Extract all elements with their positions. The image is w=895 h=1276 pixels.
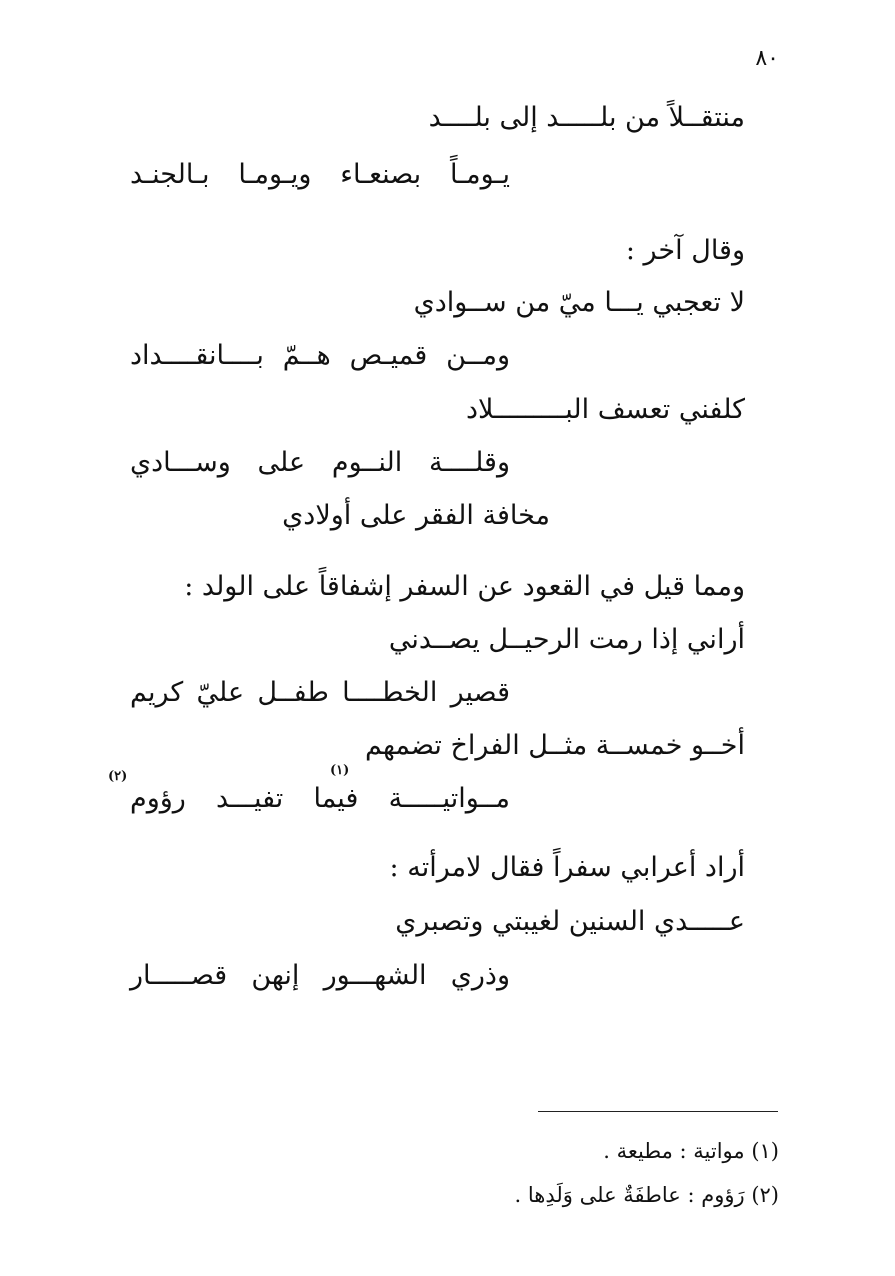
footnote: (٢) رَؤوم : عاطفَةٌ على وَلَدِها . [514, 1183, 779, 1207]
verse-line: مخافة الفقر على أولادي [282, 500, 550, 531]
verse-line: منتقــلاً من بلـــــد إلى بلــــد [428, 102, 745, 133]
prose-line: أراد أعرابي سفراً فقال لامرأته : [389, 852, 745, 883]
page-number: ٨٠ [755, 46, 779, 71]
verse-line: وذري الشهـــور إنهن قصـــــار [130, 960, 510, 991]
verse-line: عـــــدي السنين لغيبتي وتصبري [395, 906, 745, 937]
verse-line: قصير الخطــــا طفــل عليّ كريم [130, 677, 510, 708]
prose-line: ومما قيل في القعود عن السفر إشفاقاً على الولد : [184, 571, 745, 602]
verse-line: أراني إذا رمت الرحيــل يصــدني [388, 624, 745, 655]
footnote-divider [538, 1111, 778, 1112]
prose-line: وقال آخر : [625, 235, 745, 266]
footnote-marker: (٢) [108, 769, 128, 784]
verse-line: كلفني تعسف البـــــــــلاد [465, 394, 745, 425]
verse-line: يـومـاً بصنعـاء ويـومـا بـالجنـد [130, 159, 510, 190]
verse-line: وقلــــة النــوم على وســـادي [130, 447, 510, 478]
footnote: (١) مواتية : مطيعة . [603, 1139, 779, 1163]
verse-line: مــواتيـــــة فيما تفيـــد رؤوم [130, 783, 510, 814]
verse-line: أخــو خمســة مثــل الفراخ تضمهم [364, 730, 745, 761]
verse-line: لا تعجبي يـــا ميّ من ســوادي [413, 287, 745, 318]
footnote-marker: (١) [330, 763, 350, 778]
verse-line: ومــن قميـص هــمّ بــــانقــــداد [130, 340, 510, 371]
